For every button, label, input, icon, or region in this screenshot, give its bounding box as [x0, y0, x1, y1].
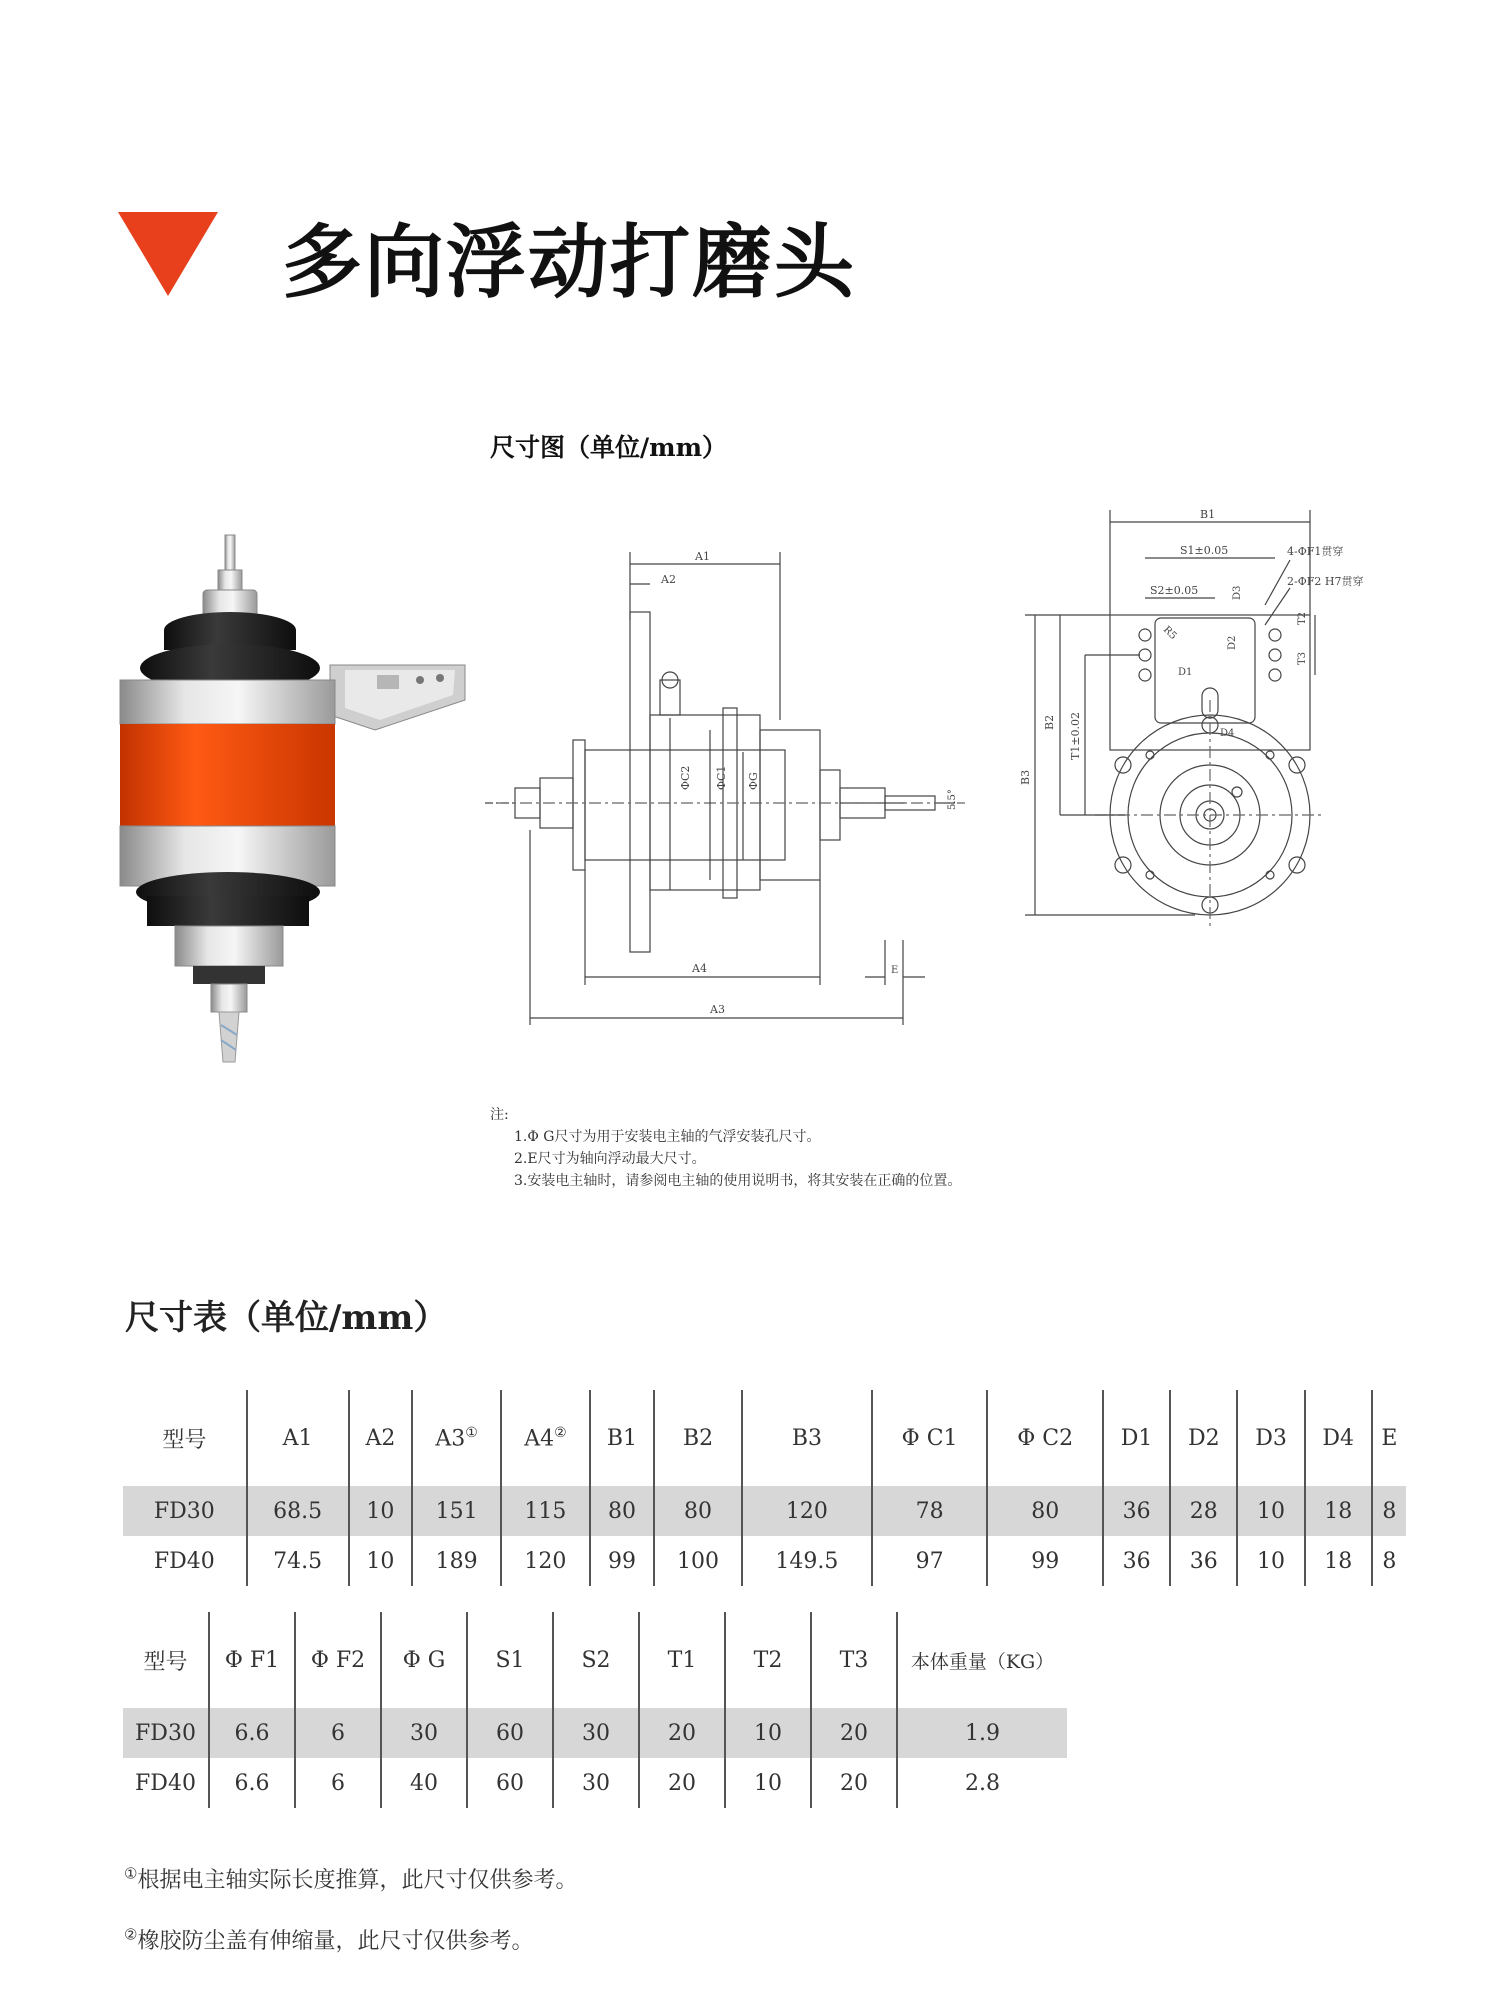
table-cell: 80 [654, 1486, 742, 1536]
header-cell: A1 [247, 1390, 349, 1486]
table-cell: 6 [295, 1758, 381, 1808]
dim-label-s1: S1±0.05 [1180, 544, 1229, 557]
header-cell-a3: A3① [412, 1390, 501, 1486]
dim-label-d1-upper: D1 [1178, 667, 1193, 678]
table-cell: 30 [553, 1708, 639, 1758]
table-cell: 10 [725, 1758, 811, 1808]
dim-label-e: E [891, 965, 899, 976]
dim-label-t2: T2 [1297, 611, 1308, 625]
table-row [123, 1758, 1067, 1808]
header-cell: Φ F2 [295, 1612, 381, 1708]
table-cell: 10 [1237, 1536, 1304, 1586]
footnote-mark: ① [465, 1424, 478, 1441]
drawing-title: 尺寸图（单位/mm） [490, 433, 728, 462]
header-cell: T2 [725, 1612, 811, 1708]
table-cell: 20 [639, 1758, 725, 1808]
header-cell: A2 [349, 1390, 413, 1486]
header-cell-a4: A4② [501, 1390, 590, 1486]
footnote-2 [124, 1924, 533, 1955]
header-cell: D4 [1305, 1390, 1372, 1486]
table-cell: 18 [1305, 1536, 1372, 1586]
notes-heading: 注: [490, 1107, 509, 1123]
table-cell: 8 [1372, 1536, 1406, 1586]
header-cell: 本体重量（KG） [897, 1612, 1067, 1708]
footnote-mark: ① [124, 1864, 138, 1883]
dim-label-t3: T3 [1297, 651, 1308, 665]
header-cell: Φ G [381, 1612, 467, 1708]
dim-label-d3: D3 [1232, 585, 1243, 600]
front-view-drawing [1015, 500, 1440, 960]
triangle-marker-icon [118, 212, 218, 296]
table-cell: 28 [1170, 1486, 1237, 1536]
table-cell: FD30 [123, 1486, 247, 1536]
dim-label-b2: B2 [1043, 714, 1056, 730]
table-header-row [123, 1390, 1406, 1486]
notes-block [490, 1104, 961, 1192]
table-cell: 97 [872, 1536, 988, 1586]
dim-label-a4: A4 [692, 962, 707, 975]
header-cell: Φ C1 [872, 1390, 988, 1486]
header-cell: E [1372, 1390, 1406, 1486]
table-cell: 20 [639, 1708, 725, 1758]
table-cell: 80 [590, 1486, 654, 1536]
dim-label-a1: A1 [695, 550, 710, 563]
table-row [123, 1486, 1406, 1536]
table-cell: 40 [381, 1758, 467, 1808]
table-cell: 10 [725, 1708, 811, 1758]
header-cell: Φ C2 [987, 1390, 1103, 1486]
dimension-table-2 [123, 1612, 1067, 1808]
footnote-text: 根据电主轴实际长度推算，此尺寸仅供参考。 [137, 1868, 578, 1893]
table-row [123, 1536, 1406, 1586]
table-cell: 120 [501, 1536, 590, 1586]
table-cell: 60 [467, 1708, 553, 1758]
page-title: 多向浮动打磨头 [282, 216, 856, 309]
table-cell: FD40 [135, 1770, 196, 1796]
table-cell: 80 [987, 1486, 1103, 1536]
label-f1-holes: 4-ΦF1贯穿 [1287, 545, 1344, 558]
note-item: 1.Φ G尺寸为用于安装电主轴的气浮安装孔尺寸。 [514, 1129, 821, 1145]
footnote-text: 橡胶防尘盖有伸缩量，此尺寸仅供参考。 [137, 1929, 534, 1954]
dim-label-b3: B3 [1019, 769, 1032, 785]
table-cell: 6 [295, 1708, 381, 1758]
footnote-1 [124, 1863, 577, 1894]
table-cell: 2.8 [897, 1758, 1067, 1808]
dim-label-angle: 5.5° [947, 789, 958, 810]
table-cell: 30 [381, 1708, 467, 1758]
table-title: 尺寸表（单位/mm） [125, 1298, 448, 1338]
table-cell: FD40 [153, 1548, 215, 1574]
table-cell: 10 [349, 1486, 413, 1536]
dim-label-b1: B1 [1200, 508, 1216, 521]
side-view-drawing [485, 540, 975, 1040]
header-cell: D2 [1170, 1390, 1237, 1486]
table-cell: 68.5 [247, 1486, 349, 1536]
dim-label-r5: R5 [1160, 624, 1179, 642]
table-cell: 60 [467, 1758, 553, 1808]
header-cell: B3 [742, 1390, 872, 1486]
footnote-mark: ② [554, 1424, 567, 1441]
header-cell: S1 [467, 1612, 553, 1708]
table-cell: 6.6 [209, 1708, 295, 1758]
header-cell: B1 [590, 1390, 654, 1486]
dim-label-c1: ΦC1 [715, 765, 728, 790]
table-cell: 36 [1170, 1536, 1237, 1586]
header-cell: D1 [1103, 1390, 1170, 1486]
header-cell: 型号 [162, 1427, 207, 1453]
dim-label-g: ΦG [747, 772, 760, 790]
header-cell: 型号 [143, 1649, 188, 1675]
table-cell: 120 [742, 1486, 872, 1536]
table-cell: 189 [412, 1536, 501, 1586]
table-cell: 100 [654, 1536, 742, 1586]
table-row [123, 1708, 1067, 1758]
header-cell: T3 [811, 1612, 897, 1708]
dim-label-a3: A3 [710, 1003, 725, 1016]
table-cell: 10 [1237, 1486, 1304, 1536]
table-cell: 6.6 [209, 1758, 295, 1808]
table-cell: 18 [1305, 1486, 1372, 1536]
table-cell: 1.9 [897, 1708, 1067, 1758]
note-item: 3.安装电主轴时，请参阅电主轴的使用说明书，将其安装在正确的位置。 [514, 1173, 962, 1189]
table-cell: 36 [1103, 1486, 1170, 1536]
table-cell: 36 [1103, 1536, 1170, 1586]
table-cell: 151 [412, 1486, 501, 1536]
table-cell: 20 [811, 1708, 897, 1758]
table-cell: 149.5 [742, 1536, 872, 1586]
table-cell: 8 [1372, 1486, 1406, 1536]
table-cell: 115 [501, 1486, 590, 1536]
table-cell: 30 [553, 1758, 639, 1808]
dim-label-c2: ΦC2 [679, 765, 692, 790]
dimension-table-1 [123, 1390, 1406, 1586]
header-cell: S2 [553, 1612, 639, 1708]
table-cell: 78 [872, 1486, 988, 1536]
table-cell: 99 [590, 1536, 654, 1586]
product-image [115, 530, 475, 1070]
dim-label-d4: D4 [1220, 728, 1235, 739]
table-cell: 20 [811, 1758, 897, 1808]
dim-label-s2: S2±0.05 [1150, 584, 1199, 597]
header-cell: Φ F1 [209, 1612, 295, 1708]
header-cell: T1 [639, 1612, 725, 1708]
dim-label-a2: A2 [661, 573, 676, 586]
table-cell: 74.5 [247, 1536, 349, 1586]
table-header-row [123, 1612, 1067, 1708]
footnote-mark: ② [124, 1925, 138, 1944]
dim-label-t1: T1±0.02 [1069, 711, 1082, 760]
label-f2-holes: 2-ΦF2 H7贯穿 [1287, 575, 1364, 588]
note-item: 2.E尺寸为轴向浮动最大尺寸。 [514, 1151, 706, 1167]
table-cell: 99 [987, 1536, 1103, 1586]
table-cell: FD30 [123, 1708, 209, 1758]
dim-label-d2: D2 [1227, 635, 1238, 650]
table-cell: 10 [349, 1536, 413, 1586]
header-cell: B2 [654, 1390, 742, 1486]
header-cell: D3 [1237, 1390, 1304, 1486]
